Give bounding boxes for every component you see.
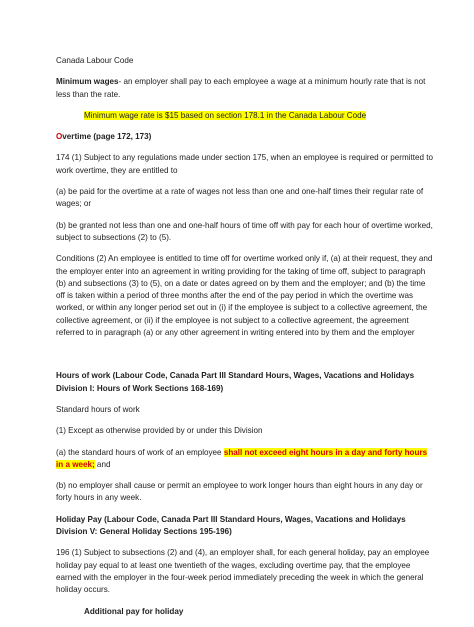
except-paragraph: (1) Except as otherwise provided by or under this Division [56,426,263,436]
minimum-wages-term: Minimum wages [56,77,119,87]
section-spacer [56,348,436,370]
overtime-heading [56,131,436,143]
section-196-paragraph: 196 (1) Subject to subsections (2) and (4), an employer shall, for each general holiday, pay an employee holiday pay equal to at least one twentieth of the wages, excluding overtime pay, that the employee earned with the employer in the four-week period immediately preceding the week in which the general holiday occurs. [56,548,430,595]
minimum-wages-text: - an employer shall pay to each employee a wage at a minimum hourly rate that is not less than the rate. [56,77,426,99]
standard-hours-label: Standard hours of work [56,404,140,414]
holiday-pay-heading: Holiday Pay (Labour Code, Canada Part III Standard Hours, Wages, Vacations and Holidays Division V: General Holiday Sections 195-196) [56,514,406,537]
section-174-paragraph: 174 (1) Subject to any regulations made under section 175, when an employee is required or permitted to work overtime, they are entitled to [56,153,434,175]
standard-hours-a-paragraph [56,447,436,472]
document-page [56,55,436,627]
section-174-b-paragraph: (b) be granted not less than one and one-half hours of time off with pay for each hour of overtime worked, subject to subsections (2) to (5). [56,220,433,242]
additional-pay-heading: Additional pay for holiday [84,606,184,616]
overtime-heading-initial: O [56,132,63,142]
document-title: Canada Labour Code [56,56,134,65]
standard-hours-b-paragraph: (b) no employer shall cause or permit an employee to work longer hours than eight hours in any day or forty hours in any week. [56,481,423,503]
overtime-heading-text: vertime (page 172, 173) [62,132,152,142]
conditions-paragraph: Conditions (2) An employee is entitled to time off for overtime worked only if, (a) at their request, they and the employer enter into an agreement in writing providing for the taking of time off, subject to paragraph (b) and subsections (3) to (5), on a date or dates agreed on by them and the employer; and (b) the time off is taken within a period of three months after the end of the pay period in which the overtime was worked, or within any longer period set out in (i) if the employee is subject to a collective agreement, the collective agreement, or (ii) if the employee is not subject to a collective agreement, the agreement referred to in paragraph (a) or any other agreement in writing entered into by them and the employer [56,254,433,338]
section-174-a-paragraph: (a) be paid for the overtime at a rate of wages not less than one and one-half times their regular rate of wages; or [56,187,424,209]
minimum-wage-rate-note [84,110,436,122]
standard-hours-limit-highlight: shall not exceed eight hours in a day and forty hours in a week; [56,447,428,469]
minimum-wage-rate-highlight: Minimum wage rate is $15 based on section 178.1 in the Canada Labour Code [84,110,367,120]
minimum-wages-paragraph [56,76,436,101]
hours-of-work-heading: Hours of work (Labour Code, Canada Part III Standard Hours, Wages, Vacations and Holidays Division I: Hours of Work Sections 168-169) [56,371,415,393]
standard-hours-a-text: (a) the standard hours of work of an employee [56,447,224,457]
standard-hours-a-suffix: and [94,459,111,469]
